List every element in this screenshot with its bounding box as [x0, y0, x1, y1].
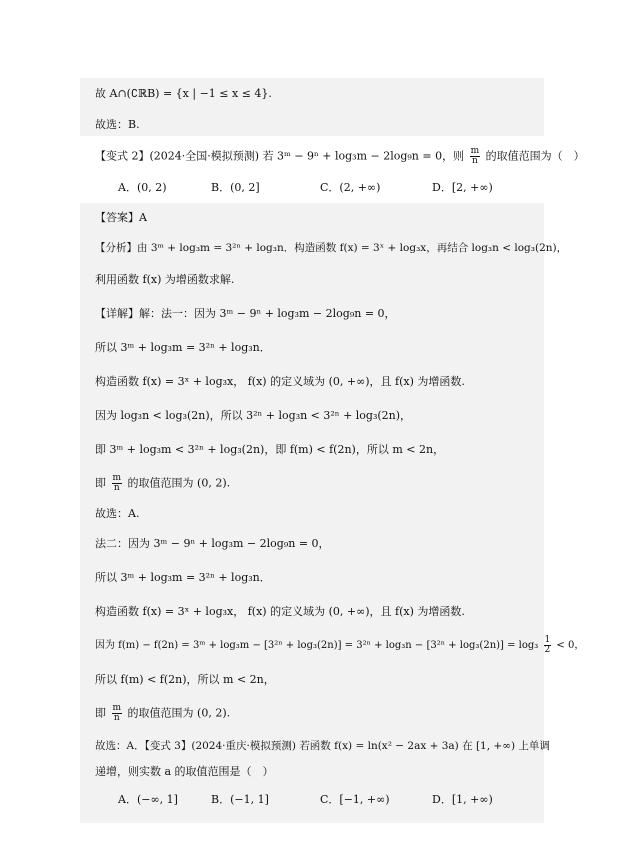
variant2-option-a: A．(0, 2)	[118, 181, 167, 194]
method2-fraction-half	[544, 636, 552, 655]
detail-line-6-prefix: 即	[95, 476, 106, 490]
method2-line-4	[95, 636, 584, 655]
detail-line-6-tail: 的取值范围为 (0, 2).	[127, 476, 231, 490]
fraction-numerator: m	[112, 473, 122, 483]
method2-line-6-tail: 的取值范围为 (0, 2).	[127, 706, 231, 720]
fraction-numerator: m	[470, 146, 480, 156]
variant3-option-a: A．(−∞, 1]	[118, 793, 178, 806]
answer-line: 【答案】A	[95, 211, 147, 224]
method2-line-6-prefix: 即	[95, 706, 106, 720]
variant2-option-c: C．(2, +∞)	[320, 181, 381, 194]
line-intersection-result: 故 A∩(∁ℝB) = {x | −1 ≤ x ≤ 4}.	[95, 87, 272, 100]
fraction-denominator: n	[113, 483, 120, 493]
analysis-line-2: 利用函数 f(x) 为增函数求解.	[95, 273, 235, 286]
variant2-fraction	[470, 147, 481, 166]
variant2-question-tail: 的取值范围为（ ）	[485, 149, 585, 163]
variant2-question-text: 【变式 2】(2024·全国·模拟预测) 若 3ᵐ − 9ⁿ + log₃m − 2log₉n = 0，则	[95, 149, 465, 163]
detail-line-2: 所以 3ᵐ + log₃m = 3²ⁿ + log₃n．	[95, 341, 271, 354]
variant2-question	[95, 147, 585, 166]
method2-line-6	[95, 704, 230, 723]
variant3-option-b: B．(−1, 1]	[211, 793, 269, 806]
fraction-denominator: n	[113, 713, 120, 723]
detail-line-7: 故选：A.	[95, 507, 140, 520]
variant2-option-d: D．[2, +∞)	[432, 181, 493, 194]
detail-line-6	[95, 474, 230, 493]
variant3-question-line-2: 递增，则实数 a 的取值范围是（ ）	[95, 765, 274, 778]
variant2-option-b: B．(0, 2]	[211, 181, 260, 194]
fraction-denominator: 2	[544, 645, 551, 655]
method2-fraction	[112, 704, 123, 723]
method2-line-3: 构造函数 f(x) = 3ˣ + log₃x， f(x) 的定义域为 (0, +∞)，且 f(x) 为增函数.	[95, 605, 465, 618]
variant3-question-line-1: 故选：A．【变式 3】(2024·重庆·模拟预测) 若函数 f(x) = ln(x² − 2ax + 3a) 在 [1, +∞) 上单调	[95, 740, 550, 752]
detail-line-5: 即 3ᵐ + log₃m < 3²ⁿ + log₃(2n)，即 f(m) < f(2n)，所以 m < 2n，	[95, 443, 445, 456]
fraction-numerator: 1	[544, 635, 551, 645]
detail-line-1: 【详解】解：法一：因为 3ᵐ − 9ⁿ + log₃m − 2log₉n = 0，	[95, 307, 396, 320]
method2-line-4-text: 因为 f(m) − f(2n) = 3ᵐ + log₃m − [3²ⁿ + log₃(2n)] = 3²ⁿ + log₃n − [3²ⁿ + log₃(2n)] = log₃	[95, 640, 539, 651]
method2-line-2: 所以 3ᵐ + log₃m = 3²ⁿ + log₃n．	[95, 571, 271, 584]
detail-line-4: 因为 log₃n < log₃(2n)，所以 3²ⁿ + log₃n < 3²ⁿ + log₃(2n)，	[95, 409, 412, 422]
variant3-option-c: C．[−1, +∞)	[320, 793, 390, 806]
detail-line-3: 构造函数 f(x) = 3ˣ + log₃x， f(x) 的定义域为 (0, +∞)，且 f(x) 为增函数.	[95, 375, 465, 388]
detail-fraction	[112, 474, 123, 493]
method2-line-1: 法二：因为 3ᵐ − 9ⁿ + log₃m − 2log₉n = 0，	[95, 537, 330, 550]
method2-line-4-tail: < 0，	[556, 640, 585, 651]
highlight-band-main	[80, 203, 544, 823]
fraction-denominator: n	[471, 156, 478, 166]
line-choose-b: 故选：B.	[95, 118, 140, 131]
analysis-line-1: 【分析】由 3ᵐ + log₃m = 3²ⁿ + log₃n．构造函数 f(x) = 3ˣ + log₃x，再结合 log₃n < log₃(2n)，	[95, 242, 568, 254]
fraction-numerator: m	[112, 703, 122, 713]
variant3-option-d: D．[1, +∞)	[432, 793, 493, 806]
method2-line-5: 所以 f(m) < f(2n)，所以 m < 2n，	[95, 673, 275, 686]
